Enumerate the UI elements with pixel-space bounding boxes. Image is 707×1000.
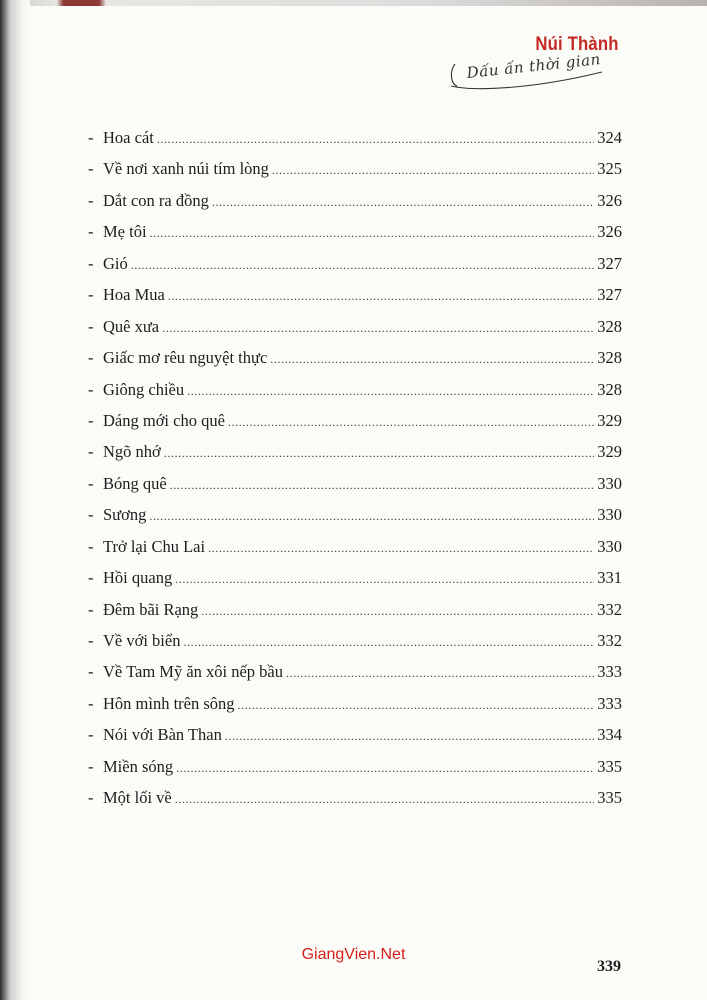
toc-bullet: - bbox=[88, 505, 94, 525]
toc-entry bbox=[88, 411, 622, 442]
toc-entry-title: Về Tam Mỹ ăn xôi nếp bầu bbox=[103, 662, 284, 682]
toc-bullet: - bbox=[88, 693, 94, 713]
toc-entry-page: 327 bbox=[597, 253, 622, 273]
toc-entry bbox=[88, 631, 622, 662]
book-subtitle: Dấu ấn thời gian bbox=[466, 50, 602, 83]
toc-entry bbox=[88, 128, 622, 159]
toc-bullet: - bbox=[88, 756, 94, 776]
dot-leader bbox=[212, 195, 594, 210]
toc-entry-title: Giấc mơ rêu nguyệt thực bbox=[103, 348, 268, 368]
page-top-edge bbox=[0, 0, 707, 6]
toc-entry-page: 331 bbox=[597, 568, 622, 588]
toc-entry-title: Nói với Bàn Than bbox=[103, 725, 222, 745]
toc-entry-page: 325 bbox=[597, 159, 622, 179]
dot-leader bbox=[270, 352, 594, 367]
toc-entry bbox=[88, 191, 622, 222]
toc-bullet: - bbox=[88, 159, 94, 179]
toc-bullet: - bbox=[88, 725, 94, 745]
toc-entry bbox=[88, 442, 622, 473]
toc-entry bbox=[88, 788, 622, 819]
toc-entry bbox=[88, 662, 622, 693]
toc-entry-title: Gió bbox=[103, 253, 128, 273]
toc-entry bbox=[88, 474, 622, 505]
dot-leader bbox=[168, 289, 594, 304]
dot-leader bbox=[183, 635, 594, 650]
toc-entry-title: Một lối về bbox=[103, 788, 172, 808]
dot-leader bbox=[175, 572, 594, 587]
toc-entry-page: 324 bbox=[597, 128, 622, 147]
book-spine-shadow bbox=[0, 0, 30, 1000]
running-header bbox=[409, 30, 619, 90]
toc-entry-page: 330 bbox=[597, 505, 622, 525]
toc-entry-title: Hôn mình trên sông bbox=[103, 693, 235, 713]
dot-leader bbox=[208, 541, 594, 556]
toc-entry bbox=[88, 254, 622, 285]
toc-entry-title: Dáng mới cho quê bbox=[103, 410, 225, 430]
toc-entry-page: 330 bbox=[597, 536, 622, 556]
dot-leader bbox=[176, 761, 594, 776]
toc-entry-title: Sương bbox=[103, 505, 147, 525]
toc-entry-title: Hoa Mua bbox=[103, 285, 165, 305]
signature-swash-icon bbox=[447, 58, 607, 92]
toc-entry-page: 326 bbox=[597, 190, 622, 210]
toc-bullet: - bbox=[88, 662, 94, 682]
toc-bullet: - bbox=[88, 788, 94, 808]
toc-entry-page: 333 bbox=[597, 693, 622, 713]
toc-entry-title: Giông chiều bbox=[103, 379, 185, 399]
toc-entry-title: Trở lại Chu Lai bbox=[103, 536, 206, 556]
toc-bullet: - bbox=[88, 599, 94, 619]
toc-entry-title: Đêm bãi Rạng bbox=[103, 599, 199, 619]
toc-bullet: - bbox=[88, 285, 94, 305]
dot-leader bbox=[162, 321, 594, 336]
toc-bullet: - bbox=[88, 128, 94, 147]
toc-entry-title: Bóng quê bbox=[103, 473, 167, 493]
toc-entry bbox=[88, 159, 622, 190]
dot-leader bbox=[131, 258, 595, 273]
dot-leader bbox=[272, 163, 594, 178]
toc-entry-title: Về nơi xanh núi tím lòng bbox=[103, 159, 269, 179]
toc-entry-page: 333 bbox=[597, 662, 622, 682]
toc-entry bbox=[88, 568, 622, 599]
toc-bullet: - bbox=[88, 222, 94, 242]
dot-leader bbox=[157, 132, 594, 147]
toc-entry-page: 329 bbox=[597, 410, 622, 430]
dot-leader bbox=[170, 478, 595, 493]
dot-leader bbox=[201, 604, 594, 619]
toc-bullet: - bbox=[88, 316, 94, 336]
toc-bullet: - bbox=[88, 473, 94, 493]
toc-entry bbox=[88, 222, 622, 253]
toc-entry-title: Miền sóng bbox=[103, 756, 174, 776]
dot-leader bbox=[164, 446, 594, 461]
toc-bullet: - bbox=[88, 410, 94, 430]
toc-entry bbox=[88, 380, 622, 411]
toc-entry bbox=[88, 348, 622, 379]
toc-entry-title: Quê xưa bbox=[103, 316, 160, 336]
page-number: 339 bbox=[597, 958, 621, 975]
toc-entry bbox=[88, 694, 622, 725]
table-of-contents bbox=[88, 128, 622, 820]
toc-bullet: - bbox=[88, 253, 94, 273]
dot-leader bbox=[238, 698, 595, 713]
toc-bullet: - bbox=[88, 348, 94, 368]
toc-entry bbox=[88, 317, 622, 348]
toc-entry-page: 326 bbox=[597, 222, 622, 242]
dot-leader bbox=[150, 226, 595, 241]
toc-entry bbox=[88, 537, 622, 568]
toc-entry-title: Ngõ nhớ bbox=[103, 442, 161, 462]
toc-entry bbox=[88, 757, 622, 788]
toc-entry-page: 328 bbox=[597, 379, 622, 399]
dot-leader bbox=[286, 666, 594, 681]
toc-entry-title: Dắt con ra đồng bbox=[103, 190, 209, 210]
toc-entry-page: 327 bbox=[597, 285, 622, 305]
toc-entry bbox=[88, 505, 622, 536]
toc-entry-page: 328 bbox=[597, 348, 622, 368]
toc-entry-page: 332 bbox=[597, 631, 622, 650]
watermark-text: GiangVien.Net bbox=[301, 946, 406, 963]
toc-bullet: - bbox=[88, 379, 94, 399]
toc-entry-page: 335 bbox=[597, 756, 622, 776]
toc-entry-page: 328 bbox=[597, 316, 622, 336]
dot-leader bbox=[149, 509, 594, 524]
toc-entry bbox=[88, 285, 622, 316]
book-title: Núi Thành bbox=[535, 34, 619, 55]
toc-bullet: - bbox=[88, 631, 94, 650]
dot-leader bbox=[187, 384, 594, 399]
toc-entry-page: 335 bbox=[597, 788, 622, 808]
toc-entry-page: 332 bbox=[597, 599, 622, 619]
dot-leader bbox=[175, 792, 595, 807]
toc-bullet: - bbox=[88, 568, 94, 588]
toc-entry-title: Mẹ tôi bbox=[103, 222, 147, 242]
toc-entry bbox=[88, 600, 622, 631]
toc-entry-title: Về với biển bbox=[103, 631, 181, 650]
toc-entry-title: Hồi quang bbox=[103, 568, 173, 588]
dot-leader bbox=[225, 729, 594, 744]
toc-entry-page: 329 bbox=[597, 442, 622, 462]
toc-entry bbox=[88, 725, 622, 756]
dot-leader bbox=[228, 415, 594, 430]
toc-entry-page: 330 bbox=[597, 473, 622, 493]
toc-bullet: - bbox=[88, 536, 94, 556]
toc-bullet: - bbox=[88, 190, 94, 210]
toc-entry-page: 334 bbox=[597, 725, 622, 745]
toc-entry-title: Hoa cát bbox=[103, 128, 154, 147]
toc-bullet: - bbox=[88, 442, 94, 462]
